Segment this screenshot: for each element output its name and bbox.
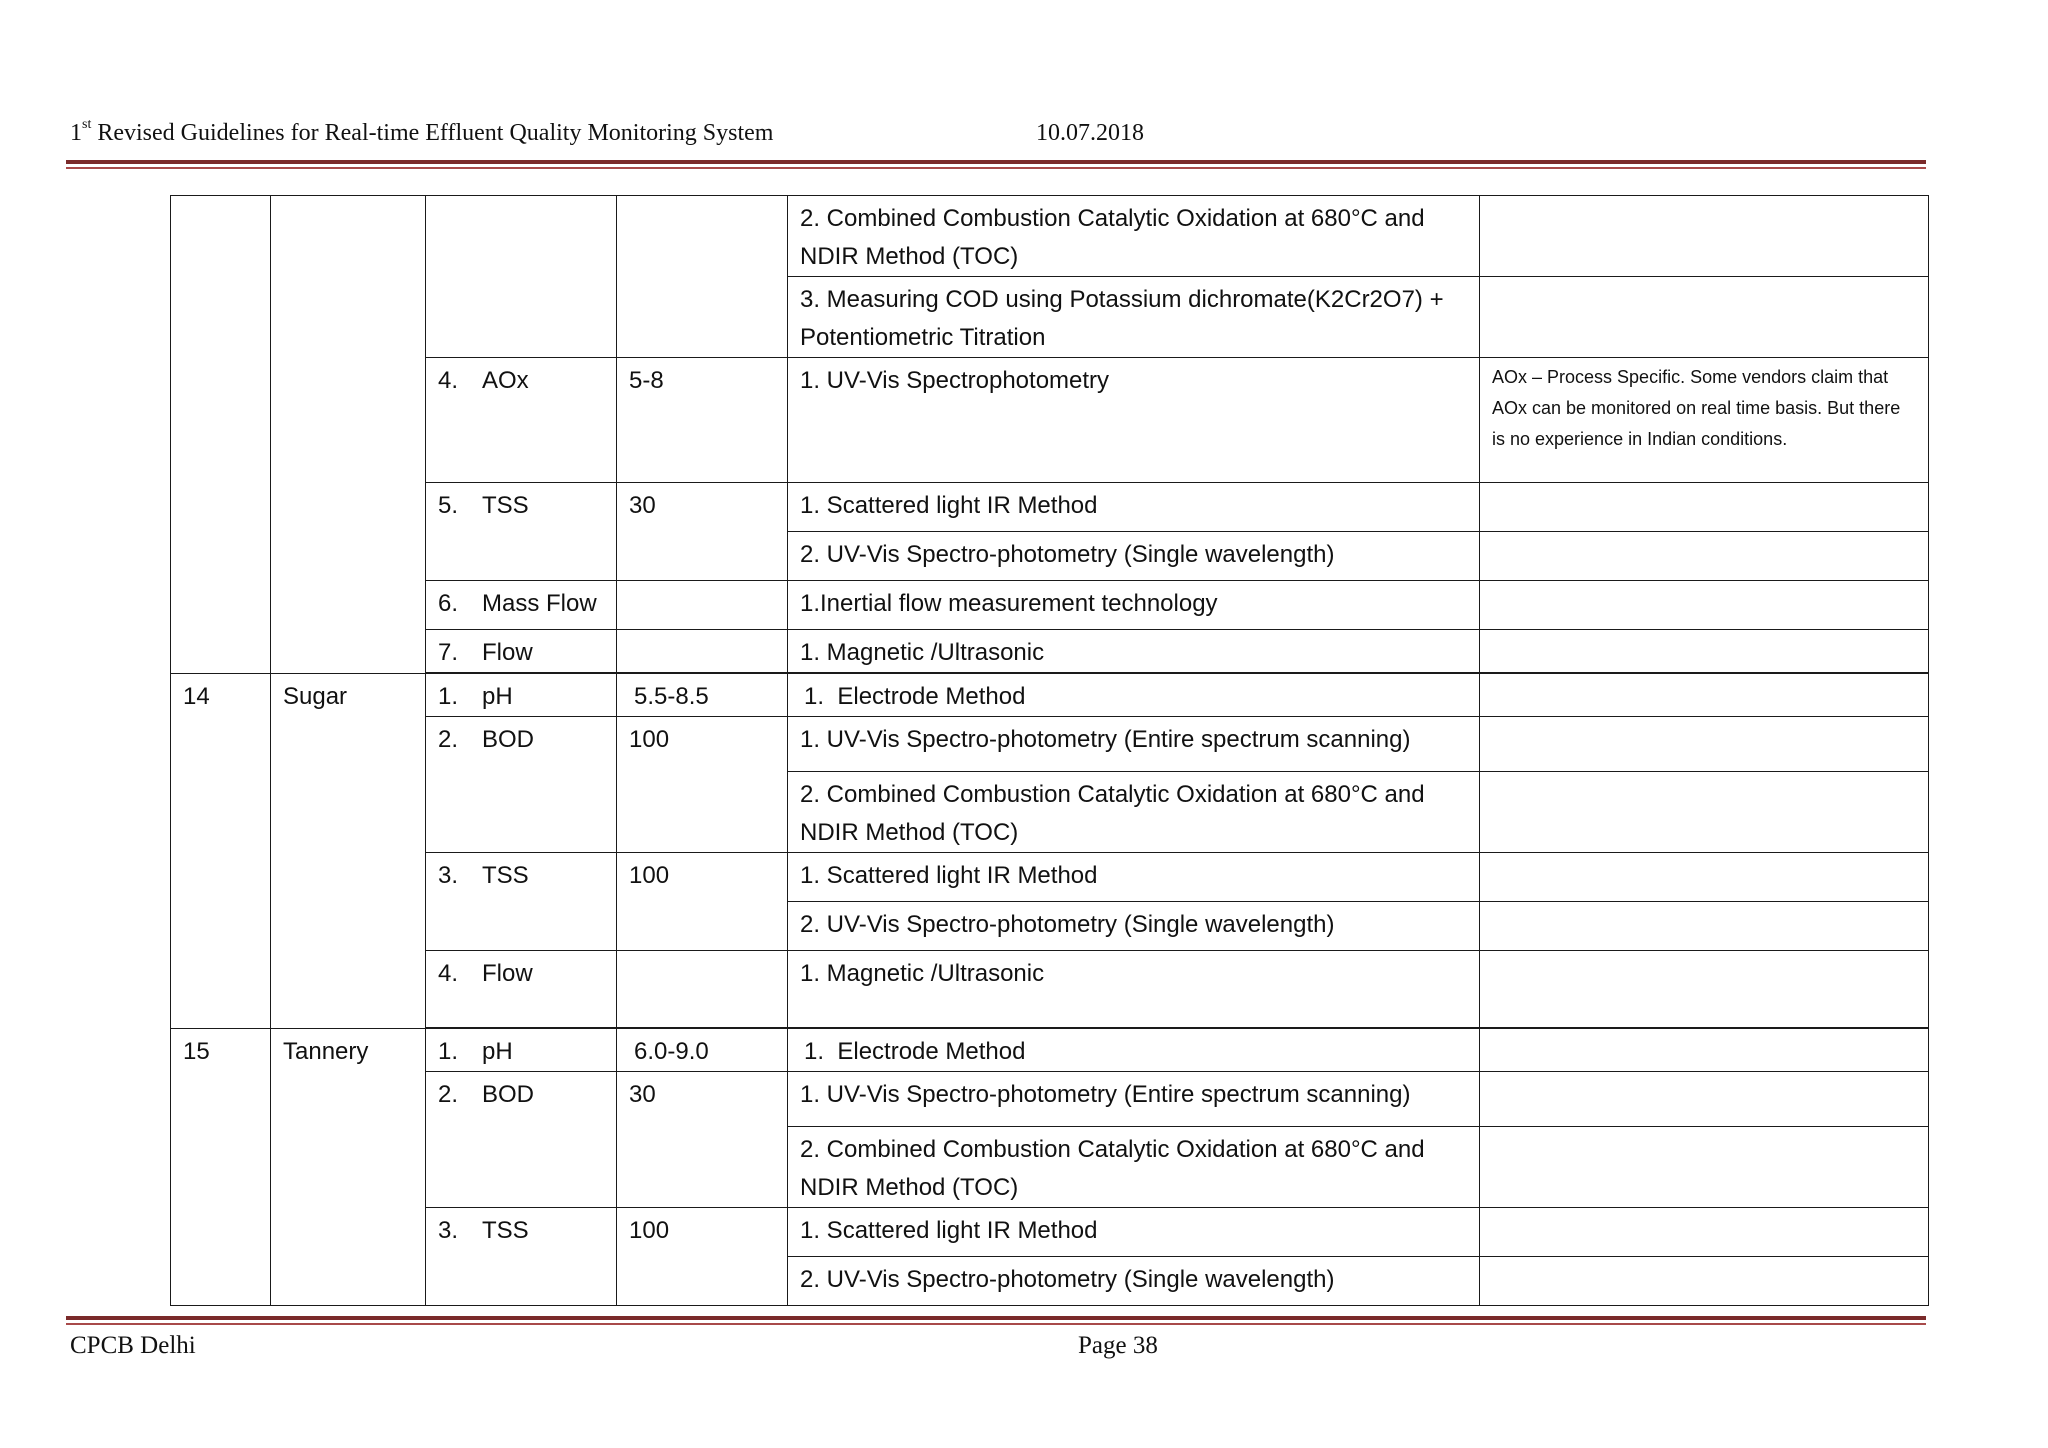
title-rest: Revised Guidelines for Real-time Effluent Quality Monitoring System xyxy=(91,120,774,146)
footer-rule-thin xyxy=(66,1323,1926,1325)
monitoring-table xyxy=(170,195,1929,1306)
method-cell: 2. Combined Combustion Catalytic Oxidation at 680°C and NDIR Method (TOC) xyxy=(788,772,1480,853)
limit-cell xyxy=(617,630,788,673)
header-rule-thin xyxy=(66,167,1926,169)
footer-rule-thick xyxy=(66,1316,1926,1320)
method-cell: 1. Scattered light IR Method xyxy=(788,483,1480,532)
parameter-cell: 6. Mass Flow xyxy=(426,581,617,630)
parameter-cell: 7. Flow xyxy=(426,630,617,673)
method-cell: 1. Magnetic /Ultrasonic xyxy=(788,951,1480,1028)
table-row xyxy=(171,717,1929,772)
method-cell: 2. Combined Combustion Catalytic Oxidation at 680°C and NDIR Method (TOC) xyxy=(788,196,1480,277)
remarks-cell xyxy=(1480,581,1929,630)
parameter-cell: 1. pH xyxy=(426,674,617,717)
limit-cell: 100 xyxy=(617,717,788,853)
method-cell: 1. Magnetic /Ultrasonic xyxy=(788,630,1480,673)
footer-organization: CPCB Delhi xyxy=(70,1332,196,1359)
remarks-cell xyxy=(1480,1029,1929,1072)
table-row xyxy=(171,951,1929,1028)
method-cell: 2. UV-Vis Spectro-photometry (Single wavelength) xyxy=(788,1257,1480,1306)
limit-cell: 5-8 xyxy=(617,358,788,483)
method-cell: 2. UV-Vis Spectro-photometry (Single wavelength) xyxy=(788,532,1480,581)
remarks-cell xyxy=(1480,772,1929,853)
remarks-cell xyxy=(1480,674,1929,717)
remarks-cell xyxy=(1480,853,1929,902)
industry-cell-continued xyxy=(271,196,426,674)
parameter-cell: 2. BOD xyxy=(426,1072,617,1208)
table-row xyxy=(171,196,1929,277)
table-row xyxy=(171,483,1929,532)
limit-cell: 30 xyxy=(617,483,788,581)
limit-cell: 100 xyxy=(617,853,788,951)
method-cell: 3. Measuring COD using Potassium dichromate(K2Cr2O7) + Potentiometric Titration xyxy=(788,277,1480,358)
remarks-cell xyxy=(1480,277,1929,358)
remarks-cell xyxy=(1480,1127,1929,1208)
limit-cell xyxy=(617,581,788,630)
table-row xyxy=(171,1072,1929,1127)
table-row xyxy=(171,358,1929,483)
limit-cell: 6.0-9.0 xyxy=(617,1029,788,1072)
sno-cell: 14 xyxy=(171,674,271,1029)
parameter-cell: 1. pH xyxy=(426,1029,617,1072)
page-number: Page 38 xyxy=(1078,1332,1158,1359)
parameter-cell: 4. AOx xyxy=(426,358,617,483)
limit-cell: 100 xyxy=(617,1208,788,1306)
remarks-cell xyxy=(1480,717,1929,772)
remarks-cell xyxy=(1480,1208,1929,1257)
title-lead: 1 xyxy=(70,120,82,146)
method-cell: 1. Electrode Method xyxy=(788,674,1480,717)
table-row xyxy=(171,581,1929,630)
method-cell: 1. Scattered light IR Method xyxy=(788,853,1480,902)
method-cell: 1. UV-Vis Spectro-photometry (Entire spectrum scanning) xyxy=(788,717,1480,772)
page-header-date: 10.07.2018 xyxy=(1036,120,1144,146)
parameter-cell-continued xyxy=(426,196,617,358)
remarks-cell xyxy=(1480,902,1929,951)
method-cell: 2. Combined Combustion Catalytic Oxidation at 680°C and NDIR Method (TOC) xyxy=(788,1127,1480,1208)
sno-cell-continued xyxy=(171,196,271,674)
parameter-cell: 4. Flow xyxy=(426,951,617,1028)
method-cell: 2. UV-Vis Spectro-photometry (Single wavelength) xyxy=(788,902,1480,951)
method-cell: 1. UV-Vis Spectrophotometry xyxy=(788,358,1480,483)
remarks-cell xyxy=(1480,483,1929,532)
parameter-cell: 3. TSS xyxy=(426,853,617,951)
limit-cell-continued xyxy=(617,196,788,358)
industry-cell: Sugar xyxy=(271,674,426,1029)
limit-cell: 5.5-8.5 xyxy=(617,674,788,717)
industry-cell: Tannery xyxy=(271,1029,426,1306)
remarks-cell xyxy=(1480,196,1929,277)
table-row xyxy=(171,630,1929,673)
remarks-cell: AOx – Process Specific. Some vendors claim that AOx can be monitored on real time basis. But there is no experience in Indian conditions. xyxy=(1480,358,1929,483)
table-row xyxy=(171,1208,1929,1257)
parameter-cell: 3. TSS xyxy=(426,1208,617,1306)
remarks-cell xyxy=(1480,1072,1929,1127)
sno-cell: 15 xyxy=(171,1029,271,1306)
remarks-cell xyxy=(1480,951,1929,1028)
title-superscript: st xyxy=(82,117,92,132)
method-cell: 1. UV-Vis Spectro-photometry (Entire spectrum scanning) xyxy=(788,1072,1480,1127)
table-row xyxy=(171,1029,1929,1072)
page-header-title xyxy=(70,117,774,147)
parameter-cell: 2. BOD xyxy=(426,717,617,853)
monitoring-table-wrap xyxy=(170,195,1929,1306)
method-cell: 1. Scattered light IR Method xyxy=(788,1208,1480,1257)
remarks-cell xyxy=(1480,630,1929,673)
limit-cell: 30 xyxy=(617,1072,788,1208)
method-cell: 1.Inertial flow measurement technology xyxy=(788,581,1480,630)
remarks-cell xyxy=(1480,1257,1929,1306)
table-row xyxy=(171,674,1929,717)
header-rule-thick xyxy=(66,160,1926,164)
method-cell: 1. Electrode Method xyxy=(788,1029,1480,1072)
table-row xyxy=(171,853,1929,902)
remarks-cell xyxy=(1480,532,1929,581)
parameter-cell: 5. TSS xyxy=(426,483,617,581)
limit-cell xyxy=(617,951,788,1028)
